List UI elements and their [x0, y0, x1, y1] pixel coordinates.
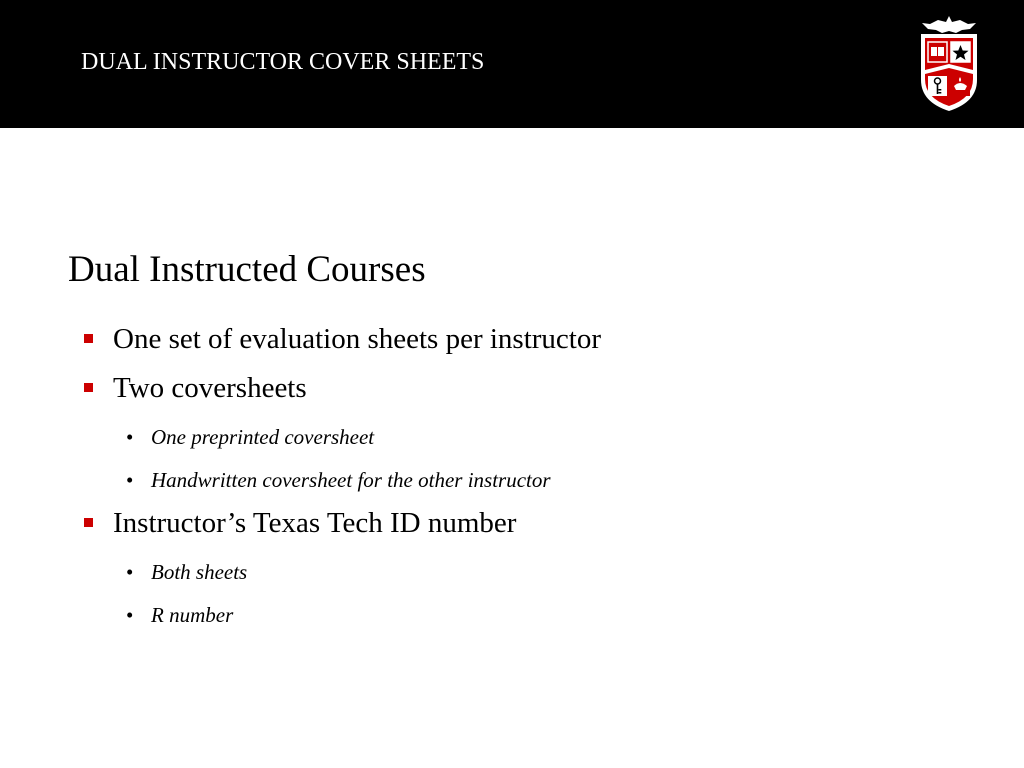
header-title: DUAL INSTRUCTOR COVER SHEETS	[81, 49, 485, 75]
sub-bullet-text: One preprinted coversheet	[151, 425, 375, 449]
sub-bullet-text: R number	[151, 603, 234, 627]
sub-bullet-text: Handwritten coversheet for the other instructor	[151, 468, 551, 492]
dot-bullet-icon: •	[126, 603, 134, 627]
square-bullet-icon	[84, 383, 93, 392]
bullet-text: Two coversheets	[113, 372, 307, 404]
sub-bullet-text: Both sheets	[151, 560, 248, 584]
bullet-text: One set of evaluation sheets per instructor	[113, 323, 602, 355]
square-bullet-icon	[84, 518, 93, 527]
dot-bullet-icon: •	[126, 560, 134, 584]
bullet-text: Instructor’s Texas Tech ID number	[113, 507, 517, 539]
dot-bullet-icon: •	[126, 425, 134, 449]
slide-title: Dual Instructed Courses	[68, 249, 426, 290]
dot-bullet-icon: •	[126, 468, 134, 492]
square-bullet-icon	[84, 334, 93, 343]
